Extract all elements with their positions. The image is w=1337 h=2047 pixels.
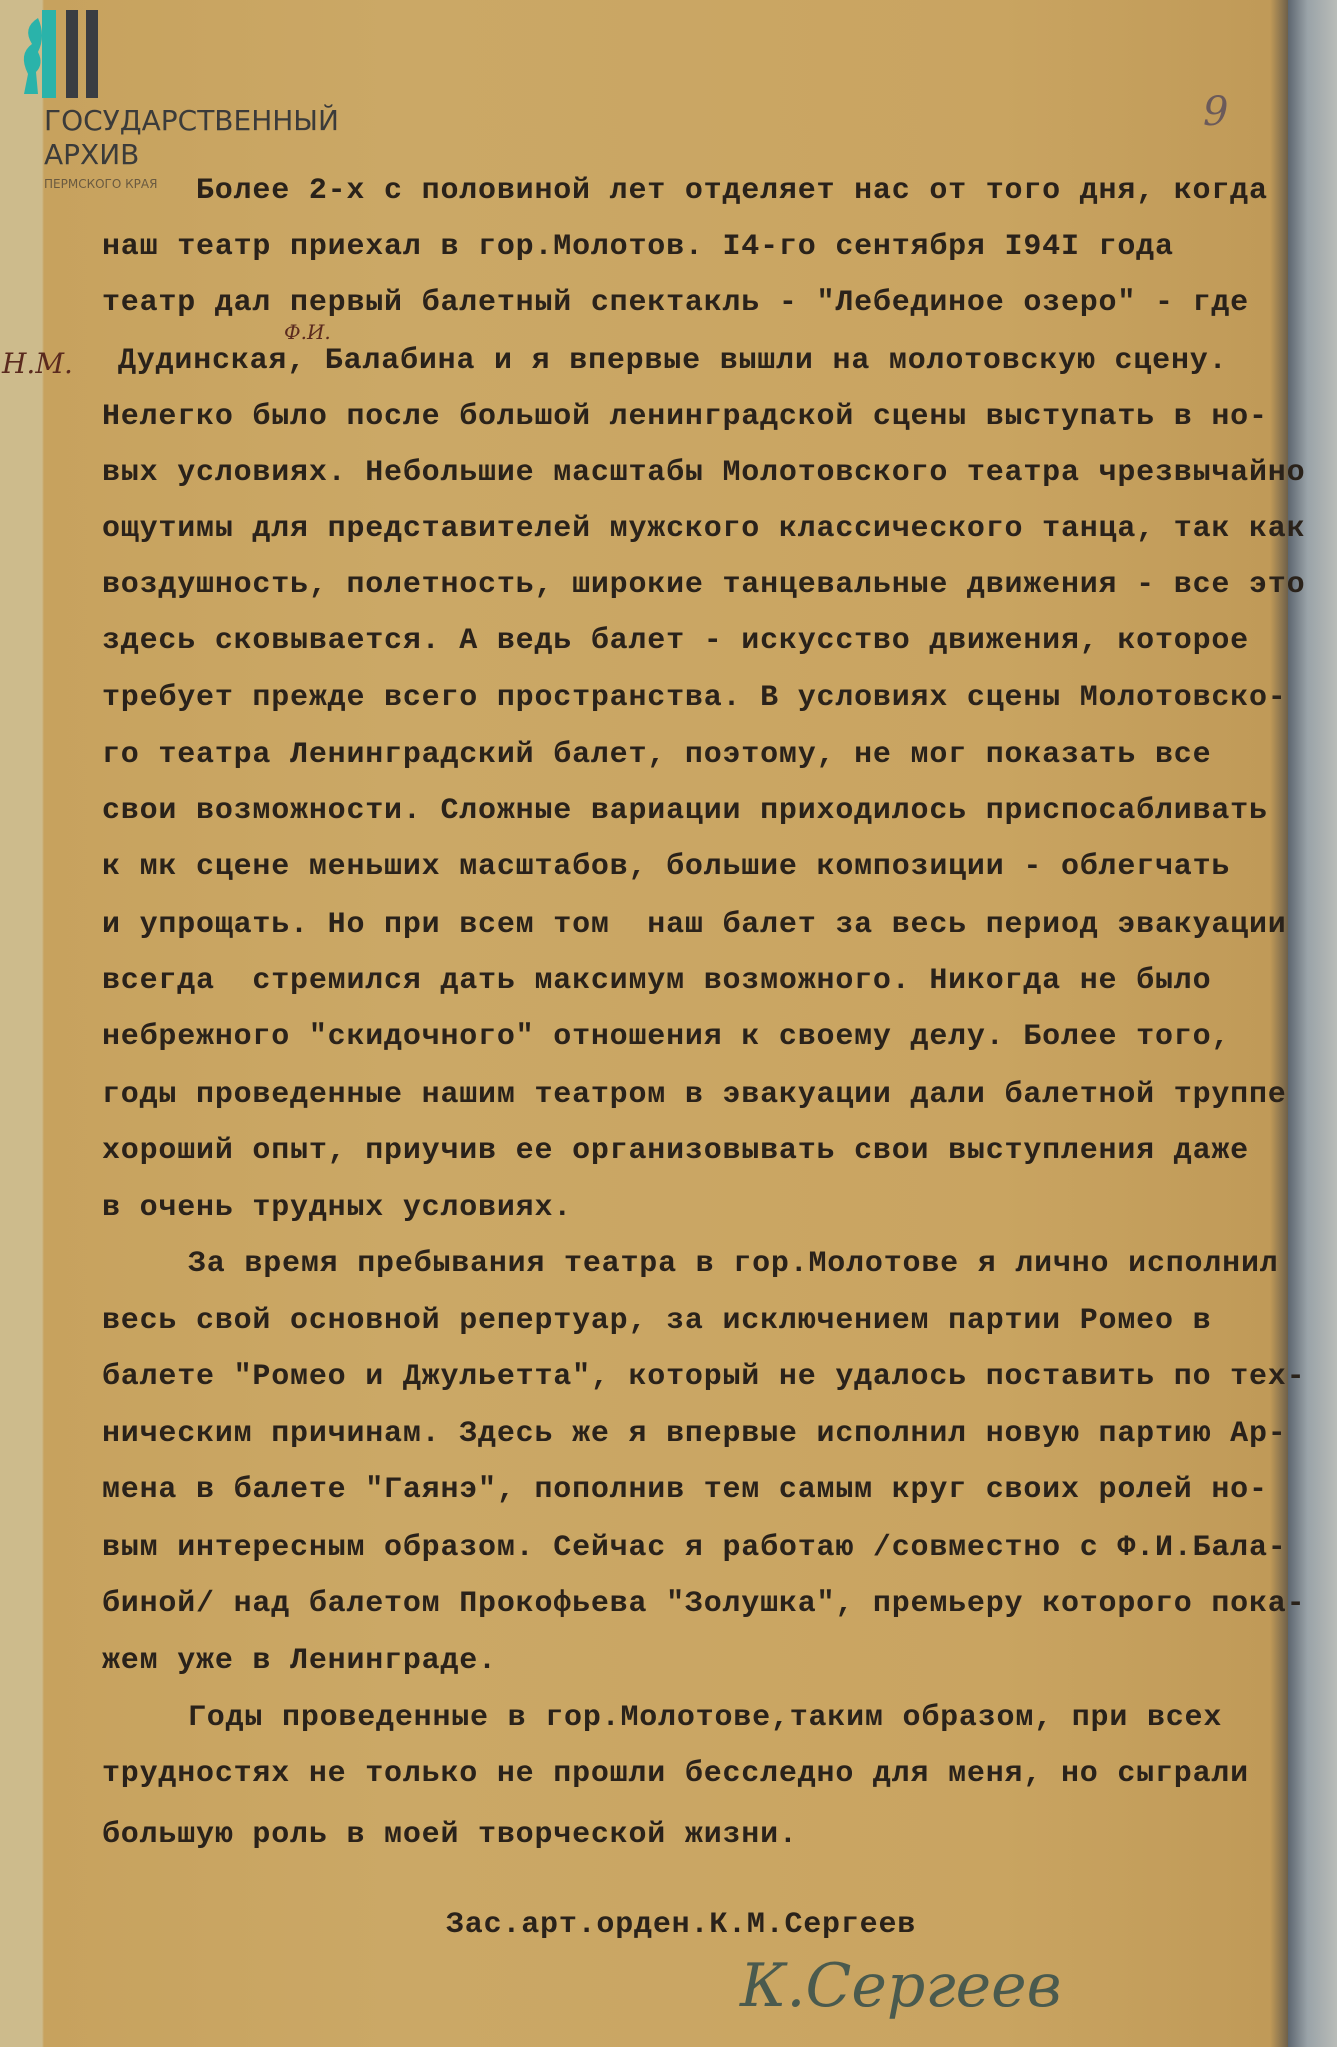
handwritten-insert-initials: Ф.И.: [284, 320, 331, 344]
logo-line2: АРХИВ: [44, 138, 140, 171]
handwritten-margin-initials: Н.М.: [2, 347, 73, 380]
typed-line: Нелегко было после большой ленинградской сцены выступать в но-: [102, 400, 1268, 434]
typed-line: жем уже в Ленинграде.: [102, 1644, 497, 1678]
typed-line: воздушность, полетность, широкие танцевальные движения - все это: [102, 568, 1306, 602]
typed-line: в очень трудных условиях.: [102, 1191, 573, 1225]
typed-line: Годы проведенные в гор.Молотове,таким образом, при всех: [188, 1701, 1223, 1735]
typed-line: вым интересным образом. Сейчас я работаю /совместно с Ф.И.Бала-: [102, 1531, 1287, 1565]
typed-line: и упрощать. Но при всем том наш балет за весь период эвакуации: [102, 908, 1287, 942]
typed-line: годы проведенные нашим театром в эвакуации дали балетной труппе: [102, 1078, 1287, 1112]
logo-line3: ПЕРМСКОГО КРАЯ: [44, 177, 158, 191]
typed-line: Дудинская, Балабина и я впервые вышли на молотовскую сцену.: [118, 344, 1228, 378]
signature-line: Зас.арт.орден.К.М.Сергеев: [446, 1908, 917, 1942]
typed-line: небрежного "скидочного" отношения к своему делу. Более того,: [102, 1020, 1231, 1054]
typed-line: вых условиях. Небольшие масштабы Молотовского театра чрезвычайно: [102, 456, 1306, 490]
typed-line: го театра Ленинградский балет, поэтому, не мог показать все: [102, 738, 1212, 772]
typed-line: хороший опыт, приучив ее организовывать свои выступления даже: [102, 1134, 1249, 1168]
logo-line1: ГОСУДАРСТВЕННЫЙ: [44, 104, 339, 137]
typed-line: всегда стремился дать максимум возможного. Никогда не было: [102, 964, 1212, 998]
typed-line: трудностях не только не прошли бесследно для меня, но сыграли: [102, 1757, 1249, 1791]
typed-line: ощутимы для представителей мужского классического танца, так как: [102, 512, 1306, 546]
archive-logo-icon: [14, 8, 104, 103]
typed-line: большую роль в моей творческой жизни.: [102, 1818, 798, 1852]
typed-line: требует прежде всего пространства. В условиях сцены Молотовско-: [102, 681, 1287, 715]
typed-line: биной/ над балетом Прокофьева "Золушка", премьеру которого пока-: [102, 1587, 1306, 1621]
page-number: 9: [1203, 89, 1229, 135]
typed-line: Более 2-х с половиной лет отделяет нас от того дня, когда: [196, 174, 1268, 208]
archive-logo: [14, 8, 104, 108]
signature: К.Сергеев: [740, 1951, 1062, 2021]
typed-line: мена в балете "Гаянэ", пополнив тем самым круг своих ролей но-: [102, 1473, 1268, 1507]
typed-line: здесь сковывается. А ведь балет - искусство движения, которое: [102, 624, 1249, 658]
typed-line: весь свой основной репертуар, за исключением партии Ромео в: [102, 1304, 1212, 1338]
typed-line: свои возможности. Сложные вариации приходилось приспосабливать: [102, 794, 1268, 828]
typed-line: театр дал первый балетный спектакль - "Лебединое озеро" - где: [102, 286, 1249, 320]
typed-line: балете "Ромео и Джульетта", который не удалось поставить по тех-: [102, 1360, 1306, 1394]
scan-edge: [1288, 0, 1337, 2047]
typed-line: наш театр приехал в гор.Молотов. I4-го сентября I94I года: [102, 230, 1174, 264]
typed-line: ническим причинам. Здесь же я впервые исполнил новую партию Ар-: [102, 1417, 1287, 1451]
typed-line: За время пребывания театра в гор.Молотове я лично исполнил: [188, 1247, 1279, 1281]
typed-line: к мк сцене меньших масштабов, большие композиции - облегчать: [102, 850, 1231, 884]
